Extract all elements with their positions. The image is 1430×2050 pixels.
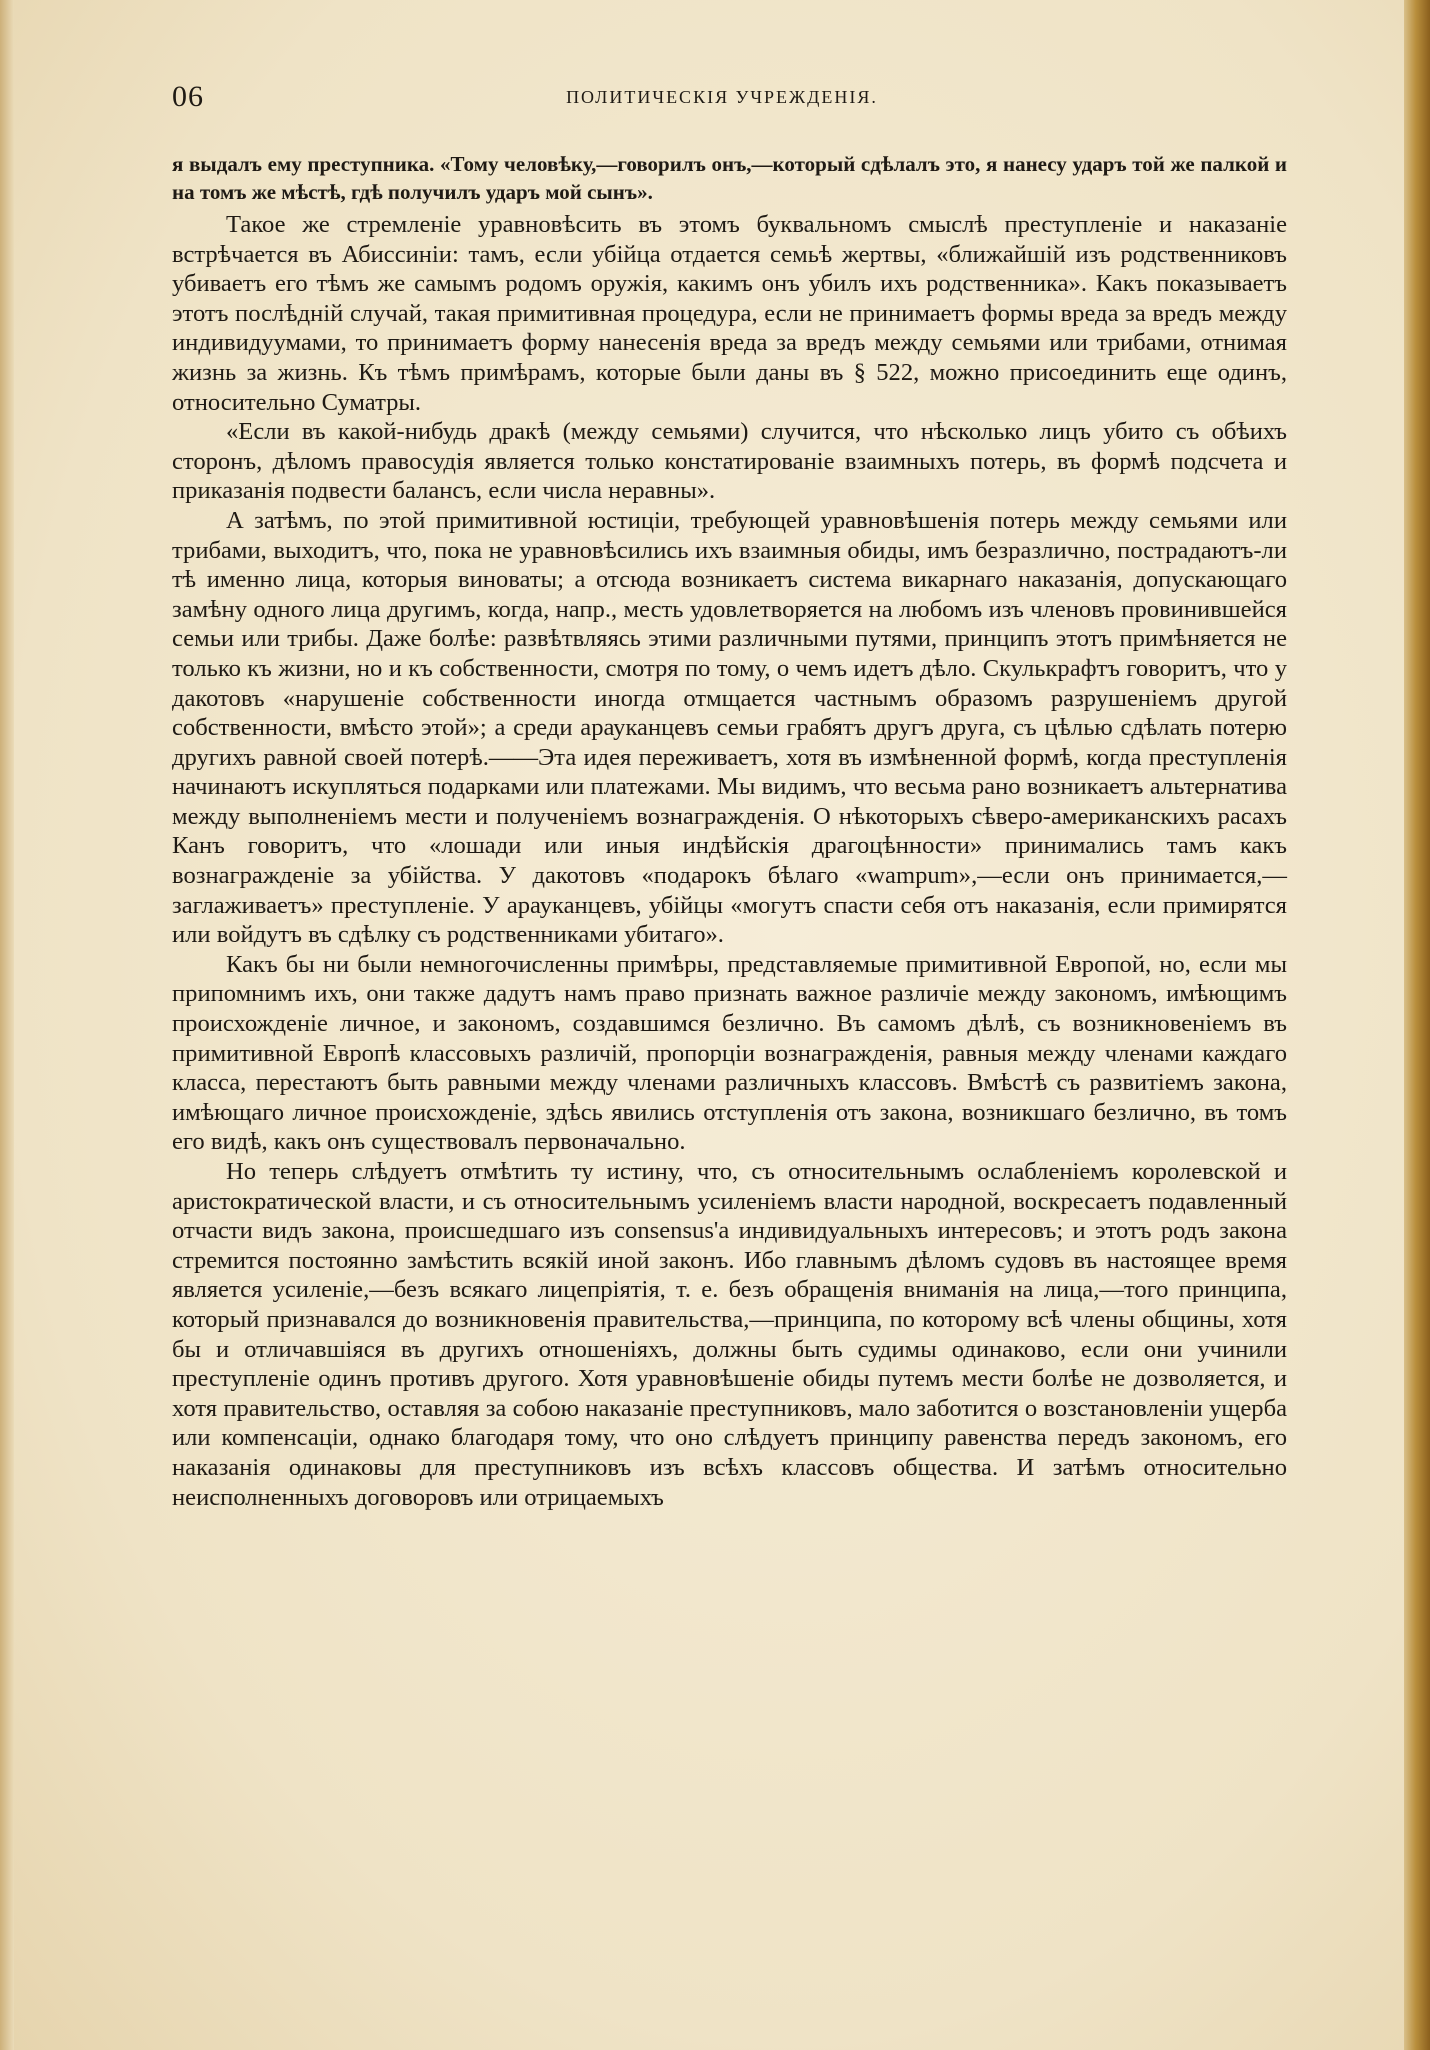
- paragraph: Такое же стремленіе уравновѣсить въ этомъ буквальномъ смыслѣ преступленіе и наказаніе встрѣчается въ Абиссиніи: тамъ, если убійца отдается семьѣ жертвы, «ближайшій изъ родственниковъ убиваетъ его тѣмъ же самымъ родомъ оружія, какимъ онъ убилъ ихъ родственника». Какъ показываетъ этотъ послѣдній случай, такая примитивная процедура, если не принимаетъ формы вреда за вредъ между индивидуумами, то принимаетъ форму нанесенія вреда за вредъ между семьями или трибами, отнимая жизнь за жизнь. Къ тѣмъ примѣрамъ, которые были даны въ § 522, можно присоединить еще одинъ, относительно Суматры.: [172, 211, 1287, 416]
- paragraph: А затѣмъ, по этой примитивной юстиціи, требующей уравновѣшенія потерь между семьями или трибами, выходитъ, что, пока не уравновѣсились ихъ взаимныя обиды, имъ безразлично, пострадаютъ-ли тѣ именно лица, которыя виноваты; а отсюда возникаетъ система викарнаго наказанія, допускающаго замѣну одного лица другимъ, когда, напр., месть удовлетворяется на любомъ изъ членовъ провинившейся семьи или трибы. Даже болѣе: развѣтвляясь этими различными путями, принципъ этотъ примѣняется не только къ жизни, но и къ собственности, смотря по тому, о чемъ идетъ дѣло. Скулькрафтъ говоритъ, что у дакотовъ «нарушеніе собственности иногда отмщается частнымъ образомъ разрушеніемъ другой собственности, вмѣсто этой»; а среди арауканцевъ семьи грабятъ другъ друга, съ цѣлью сдѣлать потерю другихъ равной своей потерѣ.——Эта идея переживаетъ, хотя въ измѣненной формѣ, когда преступленія начинаютъ искупляться подарками или платежами. Мы видимъ, что весьма рано возникаетъ альтернатива между выполненіемъ мести и полученіемъ вознагражденія. О нѣкоторыхъ сѣверо-американскихъ расахъ Канъ говоритъ, что «лошади или иныя индѣйскія драгоцѣнности» принимались тамъ какъ вознагражденіе за убійства. У дакотовъ «подарокъ бѣлаго «wampum»,—если онъ принимается,—заглаживаетъ» преступленіе. У арауканцевъ, убійцы «могутъ спасти себя отъ наказанія, если примирятся или войдутъ въ сдѣлку съ родственниками убитаго».: [172, 506, 1287, 949]
- page-left-edge: [0, 0, 14, 2050]
- paragraph-quote-continuation: я выдалъ ему преступника. «Тому человѣку,—говорилъ онъ,—который сдѣлалъ это, я нанесу ударъ той же палкой и на томъ же мѣстѣ, гдѣ получилъ ударъ мой сынъ».: [172, 152, 1287, 204]
- paragraph: «Если въ какой-нибудь дракѣ (между семьями) случится, что нѣсколько лицъ убито съ обѣихъ сторонъ, дѣломъ правосудія является только констатированіе взаимныхъ потерь, въ формѣ подсчета и приказанія подвести балансъ, если числа неравны».: [172, 418, 1287, 505]
- body-text: [172, 150, 1287, 1512]
- page-number: 06: [172, 80, 204, 113]
- running-title: ПОЛИТИЧЕСКІЯ УЧРЕЖДЕНІЯ.: [566, 87, 878, 107]
- paragraph: Но теперь слѣдуетъ отмѣтить ту истину, что, съ относительнымъ ослабленіемъ королевской и аристократической власти, и съ относительнымъ усиленіемъ власти народной, воскресаетъ подавленный отчасти видъ закона, происшедшаго изъ consensus'а индивидуальныхъ интересовъ; и этотъ родъ закона стремится постоянно замѣстить всякій иной законъ. Ибо главнымъ дѣломъ судовъ въ настоящее время является усиленіе,—безъ всякаго лицепріятія, т. е. безъ обращенія вниманія на лица,—того принципа, который признавался до возникновенія правительства,—принципа, по которому всѣ члены общины, хотя бы и отличавшіяся въ другихъ отношеніяхъ, должны быть судимы одинаково, если они учинили преступленіе одинъ противъ другого. Хотя уравновѣшеніе обиды путемъ мести болѣе не дозволяется, и хотя правительство, оставляя за собою наказаніе преступниковъ, мало заботится о возстановленіи ущерба или компенсаціи, однако благодаря тому, что оно слѣдуетъ принципу равенства передъ закономъ, его наказанія одинаковы для преступниковъ изъ всѣхъ классовъ общества. И затѣмъ относительно неисполненныхъ договоровъ или отрицаемыхъ: [172, 1158, 1287, 1511]
- paragraph: Какъ бы ни были немногочисленны примѣры, представляемые примитивной Европой, но, если мы припомнимъ ихъ, они также дадутъ намъ право признать важное различіе между закономъ, имѣющимъ происхожденіе личное, и закономъ, создавшимся безлично. Въ самомъ дѣлѣ, съ возникновеніемъ въ примитивной Европѣ классовыхъ различій, пропорціи вознагражденія, равныя между членами каждаго класса, перестаютъ быть равными между членами различныхъ классовъ. Вмѣстѣ съ развитіемъ закона, имѣющаго личное происхожденіе, здѣсь явились отступленія отъ закона, возникшаго безлично, въ томъ его видѣ, какъ онъ существовалъ первоначально.: [172, 950, 1287, 1156]
- page-header: [172, 80, 1272, 120]
- page-binding-edge: [1404, 0, 1430, 2050]
